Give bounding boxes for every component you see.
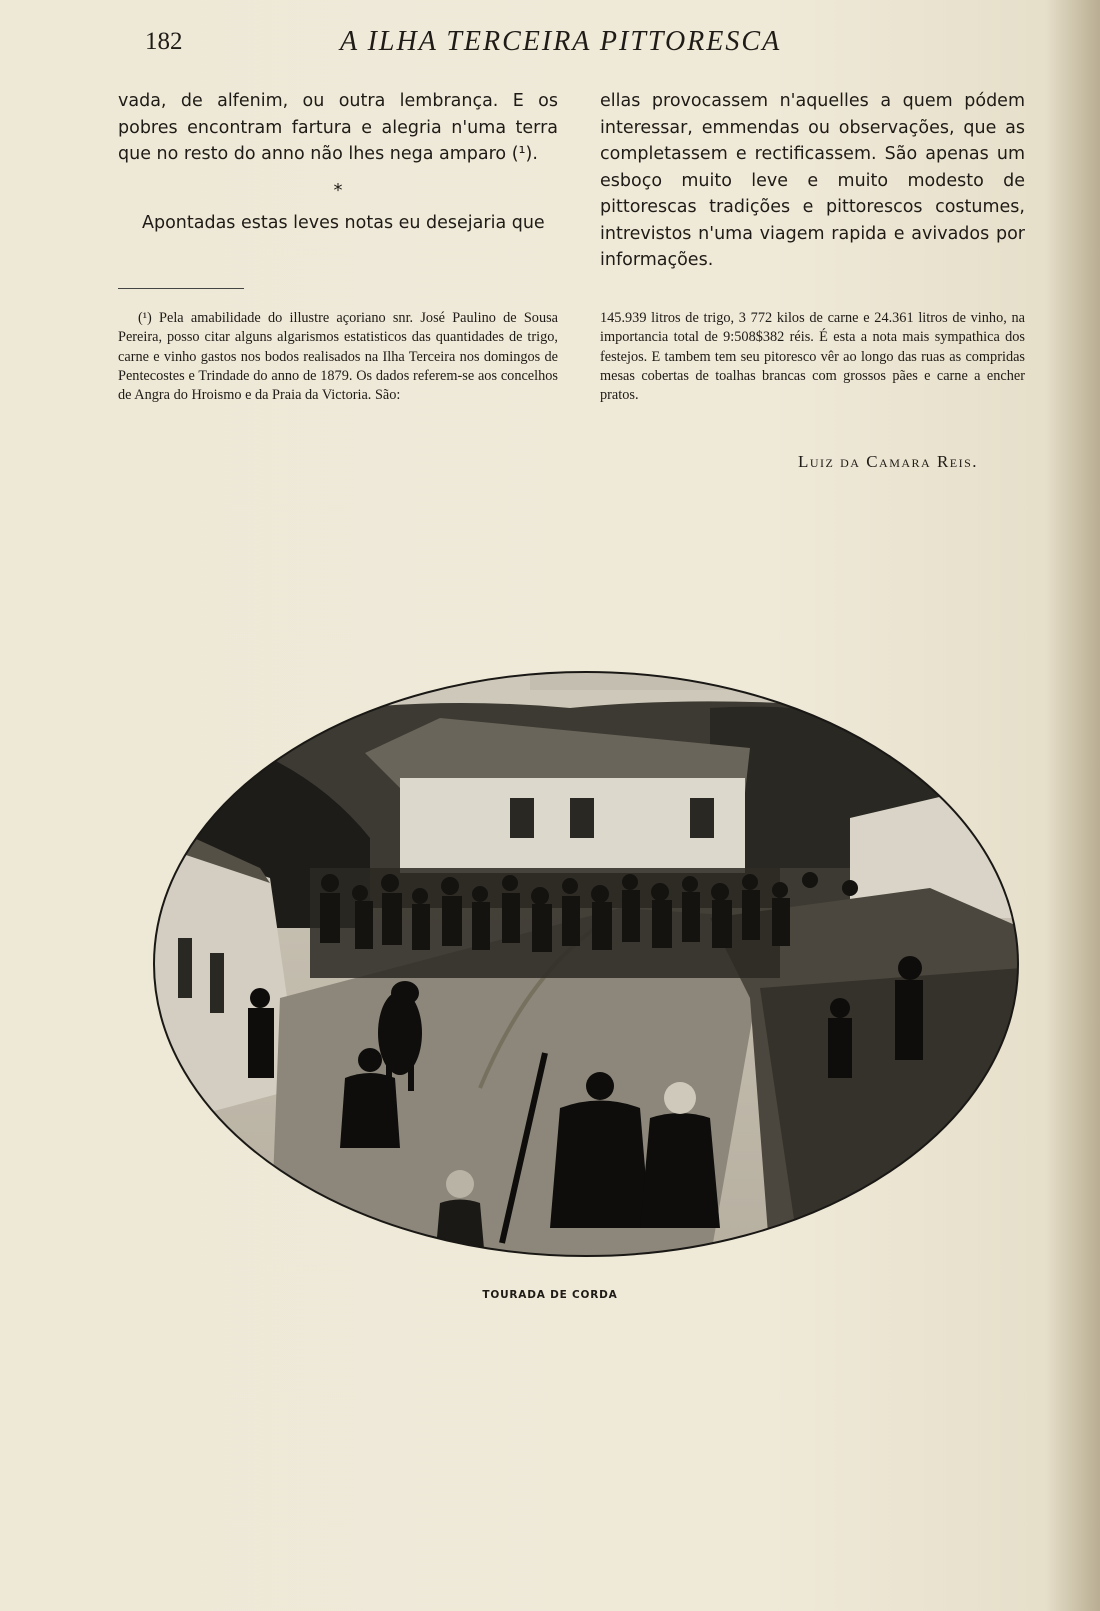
figure-caption: TOURADA DE CORDA: [482, 1289, 618, 1301]
right-paragraph-1: ellas provocassem n'aquelles a quem pódem interessar, emmendas ou observações, que as completassem e rectificassem. São apenas um esboço muito leve e muito modesto de pittorescas tradições e pittorescos costumes, intrevistos n'uma viagem rapida e avivados por informações.: [600, 91, 1025, 270]
page-header: [0, 22, 1100, 62]
oval-photograph: [150, 668, 1022, 1260]
footnote-rule: [118, 288, 244, 289]
running-title: A ILHA TERCEIRA PITTORESCA: [340, 26, 782, 57]
left-paragraph-2: Apontadas estas leves notas eu desejaria que: [142, 213, 545, 233]
left-paragraph-1: vada, de alfenim, ou outra lembrança. E os pobres encontram fartura e alegria n'uma terra que no resto do anno não lhes nega amparo (¹).: [118, 91, 558, 164]
page-number: 182: [145, 28, 183, 55]
asterism: *: [333, 179, 343, 201]
footnote-right: 145.939 litros de trigo, 3 772 kilos de carne e 24.361 litros de vinho, na importancia total de 9:508$382 réis. É esta a nota mais sympathica dos festejos. E tambem tem seu pitoresco vêr ao longo das ruas as compridas mesas cobertas de toalhas brancas com grossos pães e carne a encher pratos.: [600, 310, 1025, 404]
footnote-left: (¹) Pela amabilidade do illustre açoriano snr. José Paulino de Sousa Pereira, posso citar alguns algarismos estatisticos das quantidades de trigo, carne e vinho gastos nos bodos realisados na Ilha Terceira nos domingos de Pentecostes e Trindade do anno de 1879. Os dados referem-se aos concelhos de Angra do Hroismo e da Praia da Victoria. São:: [118, 310, 558, 404]
right-column: [600, 88, 1025, 274]
left-column: [118, 88, 558, 237]
author-signature: Luiz da Camara Reis.: [798, 452, 979, 471]
